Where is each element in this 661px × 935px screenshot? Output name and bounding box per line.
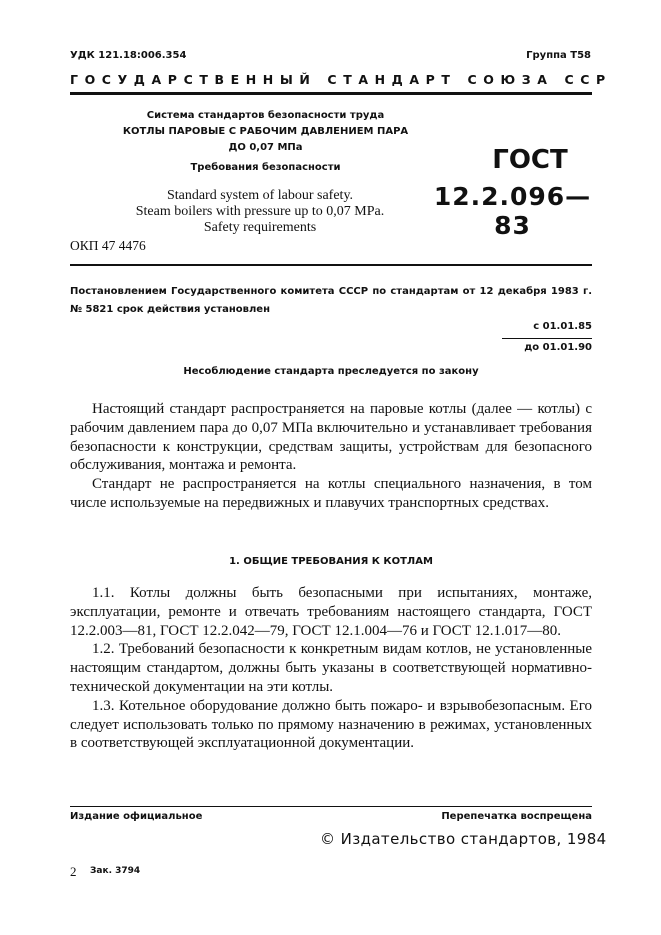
english-title-line-2: Steam boilers with pressure up to 0,07 MPa.: [135, 204, 385, 219]
point-1-2: 1.2. Требований безопасности к конкретным видам котлов, не установленные настоящим стандартом, должны быть указаны в соответствующей нормативно-технической документации на эти котлы.: [70, 641, 592, 695]
main-title-line-1: КОТЛЫ ПАРОВЫЕ С РАБОЧИМ ДАВЛЕНИЕМ ПАРА: [122, 126, 409, 137]
section-points: [70, 584, 592, 753]
edition-label: Издание официальное: [70, 811, 203, 822]
group-code: Группа Т58: [526, 50, 591, 61]
requirements-subtitle: Требования безопасности: [190, 162, 341, 173]
page-number: 2: [70, 864, 77, 879]
valid-to: до 01.01.90: [502, 338, 592, 357]
decree-text: Постановлением Государственного комитета СССР по стандартам от 12 декабря 1983 г. № 5821 срок действия установлен: [70, 286, 592, 315]
english-title: [95, 188, 425, 236]
reprint-notice: Перепечатка воспрещена: [441, 811, 592, 822]
standard-banner: ГОСУДАРСТВЕННЫЙ СТАНДАРТ СОЮЗА ССР: [70, 72, 612, 87]
gost-label: ГОСТ: [492, 145, 568, 175]
system-title: Система стандартов безопасности труда: [146, 110, 385, 121]
law-notice: Несоблюдение стандарта преследуется по закону: [183, 366, 479, 377]
main-title-line-2: ДО 0,07 МПа: [228, 142, 303, 153]
footer-rule: [70, 806, 592, 807]
udk-code: УДК 121.18:006.354: [70, 50, 187, 61]
intro-text: [70, 400, 592, 513]
copyright-line: © Издательство стандартов, 1984: [320, 830, 607, 848]
intro-paragraph: Настоящий стандарт распространяется на паровые котлы (далее — котлы) с рабочим давлением пара до 0,07 МПа включительно и устанавливает требования безопасности к конструкции, средствам защиты, устройствам для безопасного обслуживания, монтажа и ремонта.: [70, 401, 592, 474]
point-1-1: 1.1. Котлы должны быть безопасными при испытаниях, монтаже, эксплуатации, ремонте и отвечать требованиям настоящего стандарта, ГОСТ 12.2.003—81, ГОСТ 12.2.042—79, ГОСТ 12.1.004—76 и ГОСТ 12.1.017—80.: [70, 585, 592, 639]
order-number: Зак. 3794: [90, 866, 141, 876]
okp-code: ОКП 47 4476: [70, 238, 146, 253]
validity-dates: [502, 318, 592, 357]
title-block: [88, 108, 443, 176]
english-title-line-3: Safety requirements: [203, 220, 317, 235]
section-heading: 1. ОБЩИЕ ТРЕБОВАНИЯ К КОТЛАМ: [229, 556, 433, 567]
valid-from: с 01.01.85: [533, 321, 592, 332]
english-title-line-1: Standard system of labour safety.: [166, 188, 354, 203]
intro-paragraph: Стандарт не распространяется на котлы специального назначения, в том числе используемые на передвижных и плавучих транспортных средствах.: [70, 476, 592, 511]
point-1-3: 1.3. Котельное оборудование должно быть пожаро- и взрывобезопасным. Его следует использовать только по прямому назначению в режимах, установленных в соответствующей эксплуатационной документации.: [70, 697, 592, 752]
gost-number: 12.2.096—83: [433, 182, 592, 240]
title-rule: [70, 264, 592, 266]
header-rule: [70, 92, 592, 95]
